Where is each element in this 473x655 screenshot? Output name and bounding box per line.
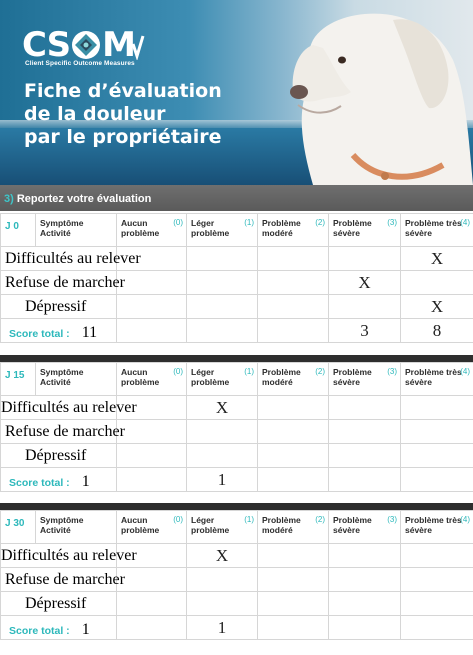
table-row xyxy=(1,396,473,420)
col-very-severe-problem: Problème très sévère (4) xyxy=(401,214,473,247)
col-symptom-activity: Symptôme Activité xyxy=(36,214,117,247)
rating-cell-2[interactable] xyxy=(258,544,329,568)
col-mild-problem: Léger problème (1) xyxy=(187,363,258,396)
page-title xyxy=(24,80,222,149)
symptom-label: Dépressif xyxy=(1,444,117,468)
evaluation-table xyxy=(0,362,473,492)
day-text: J 0 xyxy=(5,221,19,232)
col-severe-problem: Problème sévère (3) xyxy=(329,214,401,247)
rating-cell-4[interactable] xyxy=(401,544,473,568)
rating-cell-2[interactable] xyxy=(258,592,329,616)
rating-cell-3[interactable] xyxy=(329,396,401,420)
col-very-severe-problem: Problème très sévère (4) xyxy=(401,363,473,396)
title-line-3: par le propriétaire xyxy=(24,126,222,148)
rating-cell-4[interactable] xyxy=(401,592,473,616)
score-total-label: Score total : xyxy=(9,625,70,637)
rating-cell-1[interactable] xyxy=(187,444,258,468)
title-line-2: de la douleur xyxy=(24,103,166,125)
rating-cell-0[interactable] xyxy=(117,396,187,420)
symptom-label: Difficultés au relever xyxy=(1,396,117,420)
col-mild-problem: Léger problème (1) xyxy=(187,214,258,247)
block-separator xyxy=(0,355,473,362)
score-total-cell xyxy=(1,468,117,492)
section-number: 3) xyxy=(4,193,14,205)
symptom-label: Dépressif xyxy=(1,592,117,616)
table-row xyxy=(1,295,473,319)
col-no-problem: Aucun problème (0) xyxy=(117,511,187,544)
rating-cell-1[interactable]: X xyxy=(187,396,258,420)
score-col-4 xyxy=(401,468,473,492)
score-total-value: 11 xyxy=(81,324,98,341)
rating-cell-1[interactable]: X xyxy=(187,544,258,568)
col-moderate-problem: Problème modéré (2) xyxy=(258,511,329,544)
rating-cell-0[interactable] xyxy=(117,568,187,592)
rating-cell-3[interactable] xyxy=(329,544,401,568)
rating-cell-4[interactable] xyxy=(401,396,473,420)
symptom-label: Difficultés au relever xyxy=(1,247,117,271)
rating-cell-3[interactable]: X xyxy=(329,271,401,295)
evaluation-table xyxy=(0,213,473,343)
score-total-cell xyxy=(1,319,117,343)
table-header-row xyxy=(1,214,473,247)
score-row xyxy=(1,616,473,640)
table-header-row xyxy=(1,363,473,396)
symptom-label: Refuse de marcher xyxy=(1,420,117,444)
score-col-3: 3 xyxy=(329,319,401,343)
rating-cell-4[interactable] xyxy=(401,568,473,592)
rating-cell-3[interactable] xyxy=(329,295,401,319)
day-label xyxy=(1,214,36,247)
title-line-1: Fiche d’évaluation xyxy=(24,80,222,102)
rating-cell-1[interactable] xyxy=(187,568,258,592)
rating-cell-2[interactable] xyxy=(258,247,329,271)
rating-cell-3[interactable] xyxy=(329,247,401,271)
day-text: J 30 xyxy=(5,518,25,529)
score-col-3 xyxy=(329,616,401,640)
rating-cell-2[interactable] xyxy=(258,420,329,444)
symptom-label: Difficultés au relever xyxy=(1,544,117,568)
score-total-value: 1 xyxy=(81,621,90,638)
col-moderate-problem: Problème modéré (2) xyxy=(258,363,329,396)
col-severe-problem: Problème sévère (3) xyxy=(329,511,401,544)
score-col-0 xyxy=(117,319,187,343)
col-very-severe-problem: Problème très sévère (4) xyxy=(401,511,473,544)
evaluation-block-2 xyxy=(0,362,473,492)
table-row xyxy=(1,544,473,568)
score-col-1 xyxy=(187,319,258,343)
table-row xyxy=(1,592,473,616)
rating-cell-1[interactable] xyxy=(187,247,258,271)
score-col-3 xyxy=(329,468,401,492)
rating-cell-2[interactable] xyxy=(258,568,329,592)
logo-check-icon xyxy=(131,34,145,60)
day-label xyxy=(1,511,36,544)
rating-cell-2[interactable] xyxy=(258,444,329,468)
symptom-label: Dépressif xyxy=(1,295,117,319)
table-row xyxy=(1,247,473,271)
score-col-2 xyxy=(258,319,329,343)
section-heading xyxy=(0,185,473,211)
logo-text-right: M xyxy=(102,25,135,65)
logo-text-left: CS xyxy=(22,25,71,65)
col-symptom-activity: Symptôme Activité xyxy=(36,511,117,544)
score-col-1: 1 xyxy=(187,616,258,640)
rating-cell-2[interactable] xyxy=(258,396,329,420)
rating-cell-0[interactable] xyxy=(117,592,187,616)
score-total-label: Score total : xyxy=(9,328,70,340)
table-header-row xyxy=(1,511,473,544)
table-row xyxy=(1,444,473,468)
dog-photo xyxy=(243,0,473,185)
symptom-label: Refuse de marcher xyxy=(1,568,117,592)
rating-cell-4[interactable] xyxy=(401,444,473,468)
block-separator xyxy=(0,503,473,510)
score-col-0 xyxy=(117,468,187,492)
day-text: J 15 xyxy=(5,370,25,381)
rating-cell-0[interactable] xyxy=(117,295,187,319)
score-total-cell xyxy=(1,616,117,640)
score-col-4 xyxy=(401,616,473,640)
score-total-value: 1 xyxy=(81,473,90,490)
col-moderate-problem: Problème modéré (2) xyxy=(258,214,329,247)
rating-cell-1[interactable] xyxy=(187,295,258,319)
logo-subtitle: Client Specific Outcome Measures xyxy=(25,60,135,67)
score-col-4: 8 xyxy=(401,319,473,343)
rating-cell-1[interactable] xyxy=(187,420,258,444)
rating-cell-4[interactable]: X xyxy=(401,295,473,319)
rating-cell-3[interactable] xyxy=(329,420,401,444)
rating-cell-2[interactable] xyxy=(258,271,329,295)
score-col-0 xyxy=(117,616,187,640)
rating-cell-4[interactable]: X xyxy=(401,247,473,271)
rating-cell-3[interactable] xyxy=(329,444,401,468)
section-label: Reportez votre évaluation xyxy=(16,193,152,205)
score-row xyxy=(1,468,473,492)
score-col-2 xyxy=(258,616,329,640)
rating-cell-0[interactable] xyxy=(117,420,187,444)
evaluation-table xyxy=(0,510,473,640)
rating-cell-1[interactable] xyxy=(187,271,258,295)
rating-cell-0[interactable] xyxy=(117,271,187,295)
table-row xyxy=(1,420,473,444)
table-row xyxy=(1,271,473,295)
col-severe-problem: Problème sévère (3) xyxy=(329,363,401,396)
score-col-1: 1 xyxy=(187,468,258,492)
col-no-problem: Aucun problème (0) xyxy=(117,214,187,247)
rating-cell-3[interactable] xyxy=(329,592,401,616)
day-label xyxy=(1,363,36,396)
symptom-label: Refuse de marcher xyxy=(1,271,117,295)
rating-cell-3[interactable] xyxy=(329,568,401,592)
score-total-label: Score total : xyxy=(9,477,70,489)
col-mild-problem: Léger problème (1) xyxy=(187,511,258,544)
col-symptom-activity: Symptôme Activité xyxy=(36,363,117,396)
logo-emblem-icon xyxy=(71,30,101,60)
header-banner xyxy=(0,0,473,185)
evaluation-block-3 xyxy=(0,510,473,640)
rating-cell-2[interactable] xyxy=(258,295,329,319)
score-row xyxy=(1,319,473,343)
rating-cell-0[interactable] xyxy=(117,247,187,271)
rating-cell-0[interactable] xyxy=(117,444,187,468)
rating-cell-1[interactable] xyxy=(187,592,258,616)
rating-cell-0[interactable] xyxy=(117,544,187,568)
rating-cell-4[interactable] xyxy=(401,271,473,295)
rating-cell-4[interactable] xyxy=(401,420,473,444)
score-col-2 xyxy=(258,468,329,492)
evaluation-block-1 xyxy=(0,213,473,343)
col-no-problem: Aucun problème (0) xyxy=(117,363,187,396)
table-row xyxy=(1,568,473,592)
